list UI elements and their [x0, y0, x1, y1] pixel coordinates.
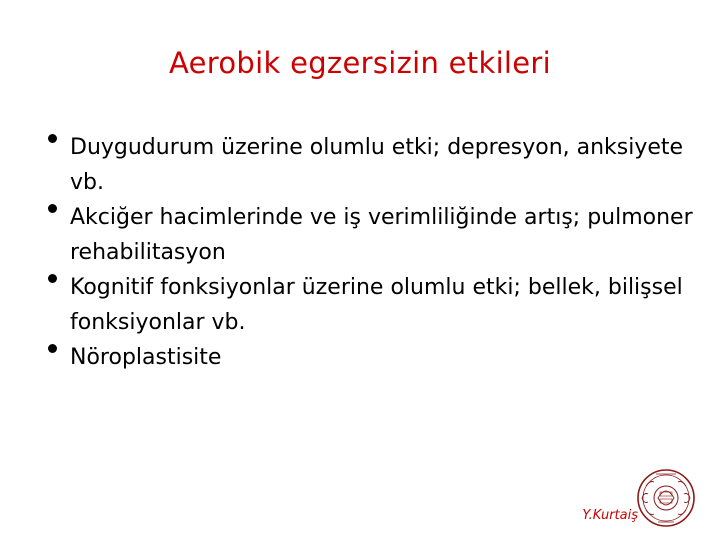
bullet-dot-icon: [48, 344, 57, 353]
bullet-text: Kognitif fonksiyonlar üzerine olumlu etki; bellek, bilişsel fonksiyonlar vb.: [70, 275, 683, 335]
bullet-item: [48, 130, 698, 200]
bullet-text: Nöroplastisite: [70, 345, 222, 370]
footer-author: Y.Kurtaiş: [582, 508, 638, 523]
bullet-dot-icon: [48, 134, 57, 143]
bullet-item: [48, 340, 698, 375]
slide-title: Aerobik egzersizin etkileri: [169, 46, 551, 80]
university-seal-icon: [636, 466, 696, 530]
bullet-list: [48, 130, 698, 375]
bullet-dot-icon: [48, 204, 57, 213]
bullet-text: Duygudurum üzerine olumlu etki; depresyon, anksiyete vb.: [70, 135, 684, 195]
bullet-text: Akciğer hacimlerinde ve iş verimliliğinde artış; pulmoner rehabilitasyon: [70, 205, 693, 265]
bullet-item: [48, 200, 698, 270]
bullet-item: [48, 270, 698, 340]
bullet-dot-icon: [48, 274, 57, 283]
